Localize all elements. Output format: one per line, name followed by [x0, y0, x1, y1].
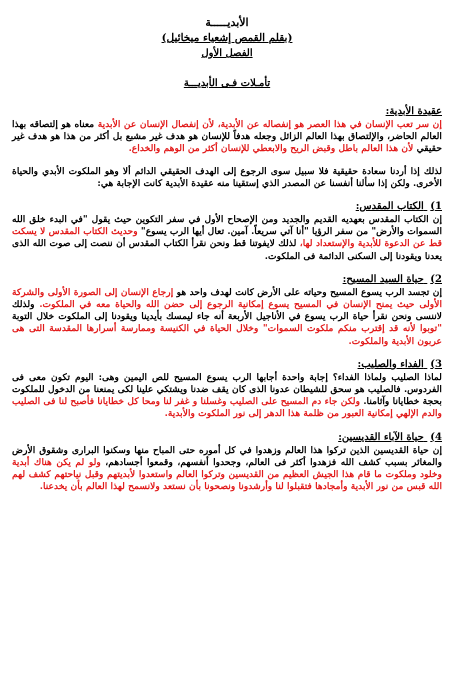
- section-heading-christ: [12, 273, 442, 286]
- section-heading-saints: [12, 431, 442, 444]
- highlight-text: لأن هذا العالم باطل وقبض الريح والابعطي للإنسان أكثر من الوهم والخداع.: [128, 143, 414, 155]
- body-text: لذلك إذا أردنا سعادة حقيقية فلا سبيل سوى الرجوع إلى الهدف الحقيقي الدائم ألا وهو الملكوت الأبدي والحياة الأخرى. ولكن إذا سألنا أنفسنا عن المصدر الذي إستقينا منه عقيدة الأبدية كانت الإجابة هي:: [12, 165, 442, 189]
- body-text: ولذلك لاننسى ونحن نقرأ حياة الرب يسوع في الأناجيل الأربعة أنه جاء ليمسك بأيدينا ويقودنا إلى الملكوت خلال التوبة: [12, 299, 442, 323]
- body-text: إن الكتاب المقدس بعهديه القديم والجديد ومن الإصحاح الأول في سفر التكوين حيث يقول "في البدء خلق الله السموات والأرض" من سفر الرؤيا "أنا آتي سريعاً. آمين. تعال أيها الرب يسوع": [12, 214, 442, 238]
- section-number: 2): [430, 273, 442, 285]
- highlight-text: إرجاع الإنسان إلى الصورة الأولى والشركة الأولى حيث يمنح الإنسان في المسيح يسوع إمكانية الرجوع إلى حضن الله والحياة معه في الملكوت.: [12, 286, 443, 311]
- highlight-text: ولو لم يكن هناك أبدية وخلود وملكوت ما قام هذا الجيش العظيم من القديسين وتركوا العالم واستعدوا لأبديتهم وقبل نياحتهم كشف لهم الله قبس من نور الأبدية وأمجادها فتقبلوا لنا وأرشدونا ونصحونا بأن نستعد ولانسمح لهذا العالم بأن يخدعنا.: [12, 456, 442, 493]
- body-text: لذلك لايفوتنا قط ونحن نقرأ الكتاب المقدس أن ننصت إلى صوت الله الذى يعدنا ويقودنا إلى السكنى الدائمة فى الملكوت.: [12, 238, 442, 262]
- highlight-text: إن سر تعب الإنسان في هذا العصر هو إنفصاله عن الأبدية، لأن إنفصال الإنسان عن الأبدية: [97, 119, 442, 130]
- body-text: إن تجسد الرب يسوع المسيح وحياته على الأرض كانت لهدف واحد هو: [176, 286, 442, 298]
- body-text: إن حياة القديسين الذين تركوا هذا العالم وزهدوا في كل أموره حتى المباح منها وسكنوا البرارى وشقوق الأرض والمغائر بسبب كشف الله فزهدوا أكثر فى العالم، وجحدوا أنفسهم، وقمعوا أجسادهم،: [12, 444, 443, 468]
- body-text: لماذا الصليب ولماذا الفداء؟ إجابة واحدة أجابها الرب يسوع المسيح للص اليمين وهى: اليوم تكون معى فى الفردوس. فالصليب هو سحق للشيطان عدونا الذى كان يقف ضدنا ويشتكي علينا لكى يمنعنا من الدخول للملكوت بحجة خطايانا وآثامنا.: [12, 371, 442, 408]
- section-paragraph-bible: [12, 214, 442, 263]
- chapter-label: الفصل الأول: [201, 48, 253, 59]
- body-text: معناه هو إلتصاقه بهذا العالم الحاضر، والإلتصاق بهذا العالم الزائل وجعله هدفاً للإنسان هو هدف غير مشبع بل أكثر من هذا هو هدف غير حقيقي: [12, 119, 442, 155]
- section-heading-creed: عقيدة الأبدية:: [385, 106, 442, 117]
- section-paragraph-creed-1: [12, 119, 442, 156]
- section-heading-label: حياة السيد المسيح:: [342, 273, 424, 285]
- section-heading-cross: [12, 358, 442, 371]
- section-paragraph-christ: [12, 287, 442, 348]
- section-heading-label: الفداء والصليب:: [357, 358, 424, 370]
- document-title: الأبديـــــة: [205, 16, 249, 29]
- highlight-text: ولكن جاء دم المسيح على الصليب وغسلنا و غفر لنا ومحا كل خطايانا فأصبح لنا فى الصليب والدم الإلهي إمكانية العبور من ظلمة هذا الدهر إلى نور الملكوت والأبدية.: [12, 396, 442, 420]
- document-header: [12, 16, 442, 91]
- section-paragraph-cross: [12, 372, 442, 421]
- section-heading-label: الكتاب المقدس:: [355, 201, 424, 213]
- section-paragraph-creed-2: [12, 166, 442, 190]
- section-heading-bible: [12, 200, 442, 213]
- section-number: 3): [430, 358, 442, 370]
- subtitle: تأمـلات فـى الأبديـــة: [183, 78, 271, 89]
- section-number: 4): [430, 431, 442, 443]
- section-number: 1): [430, 201, 442, 213]
- highlight-text: "توبوا لأنه قد إقترب منكم ملكوت السموات" وخلال الحياة في الكنيسة وممارسة أسرارها المقدسة التى هى عربون الأبدية والملكوت.: [12, 323, 442, 347]
- section-paragraph-saints: [12, 445, 442, 494]
- highlight-text: وحديث الكتاب المقدس لا يسكت قط عن الدعوة للأبدية والإستعداد لها،: [12, 226, 442, 250]
- author-line: (بقلم القمص إشعياء ميخائيل): [161, 32, 293, 44]
- section-heading-label: حياة الآباء القديسين:: [338, 431, 424, 443]
